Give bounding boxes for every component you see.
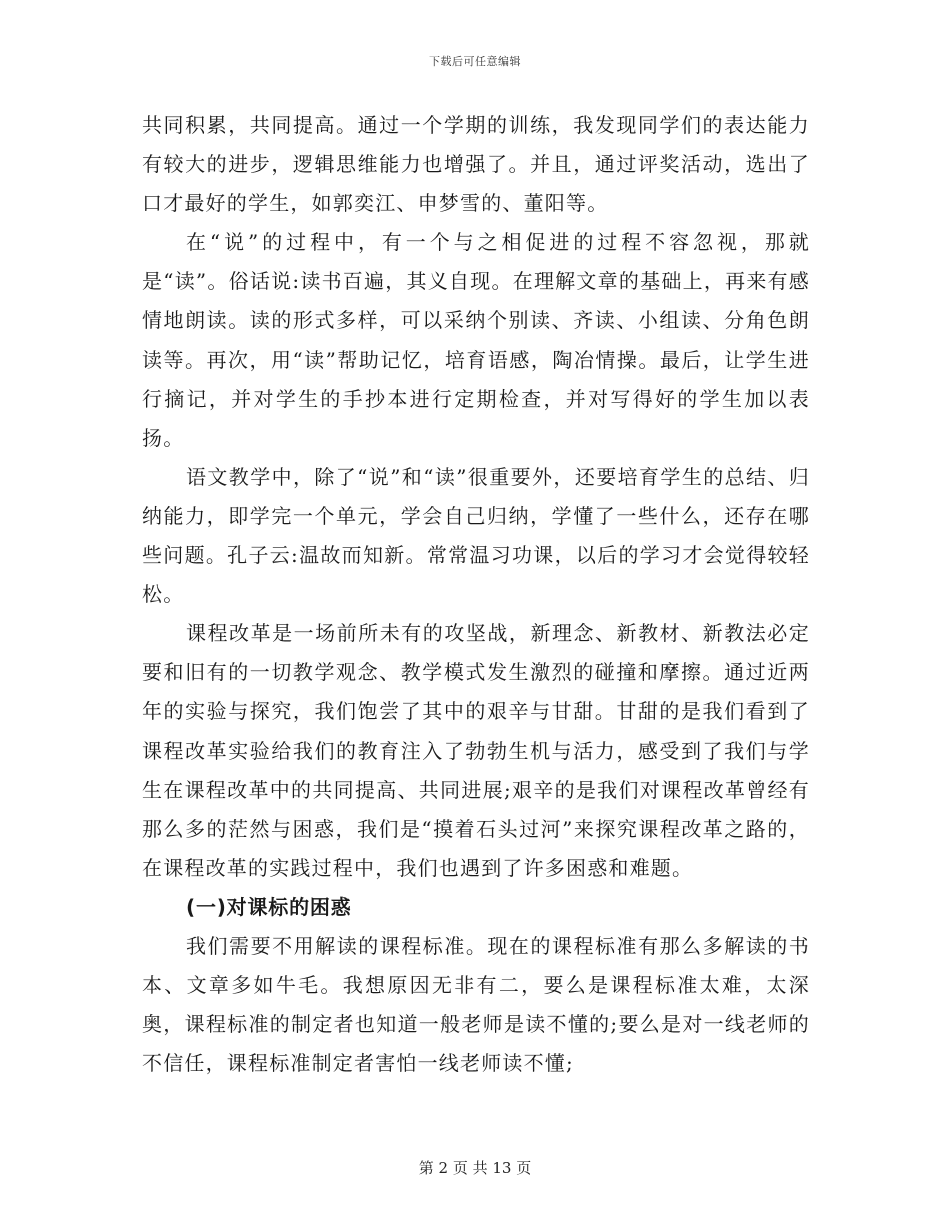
paragraph-curriculum-reform: 课程改革是一场前所未有的攻坚战，新理念、新教材、新教法必定要和旧有的一切教学观念、教学模式发生激烈的碰撞和摩擦。通过近两年的实验与探究，我们饱尝了其中的艰辛与甘甜。甘甜的是我们看到了课程改革实验给我们的教育注入了勃勃生机与活力，感受到了我们与学生在课程改革中的共同提高、共同进展;艰辛的是我们对课程改革曾经有那么多的茫然与困惑，我们是“摸着石头过河”来探究课程改革之路的，在课程改革的实践过程中，我们也遇到了许多困惑和难题。 <box>142 621 810 880</box>
page-footer: 第 2 页 共 13 页 <box>418 1159 532 1177</box>
section-heading: (一)对课标的困惑 <box>186 894 352 919</box>
paragraph-continuation: 共同积累，共同提高。通过一个学期的训练，我发现同学们的表达能力有较大的进步，逻辑思维能力也增强了。并且，通过评奖活动，选出了口才最好的学生，如郭奕江、申梦雪的、董阳等。 <box>142 113 810 216</box>
paragraph-summarizing: 语文教学中，除了“说”和“读”很重要外，还要培育学生的总结、归纳能力，即学完一个单元，学会自己归纳，学懂了一些什么，还存在哪些问题。孔子云:温故而知新。常常温习功课，以后的学习才会觉得较轻松。 <box>142 464 810 607</box>
paragraph-curriculum-standard: 我们需要不用解读的课程标准。现在的课程标准有那么多解读的书本、文章多如牛毛。我想原因无非有二，要么是课程标准太难，太深奥，课程标准的制定者也知道一般老师是读不懂的;要么是对一线老师的不信任，课程标准制定者害怕一线老师读不懂; <box>142 933 810 1076</box>
document-body <box>142 106 810 1083</box>
page-header: 下载后可任意编辑 <box>429 55 521 68</box>
paragraph-reading: 在“说”的过程中，有一个与之相促进的过程不容忽视，那就是“读”。俗话说:读书百遍，其义自现。在理解文章的基础上，再来有感情地朗读。读的形式多样，可以采纳个别读、齐读、小组读、分角色朗读等。再次，用“读”帮助记忆，培育语感，陶冶情操。最后，让学生进行摘记，并对学生的手抄本进行定期检查，并对写得好的学生加以表扬。 <box>142 230 810 450</box>
